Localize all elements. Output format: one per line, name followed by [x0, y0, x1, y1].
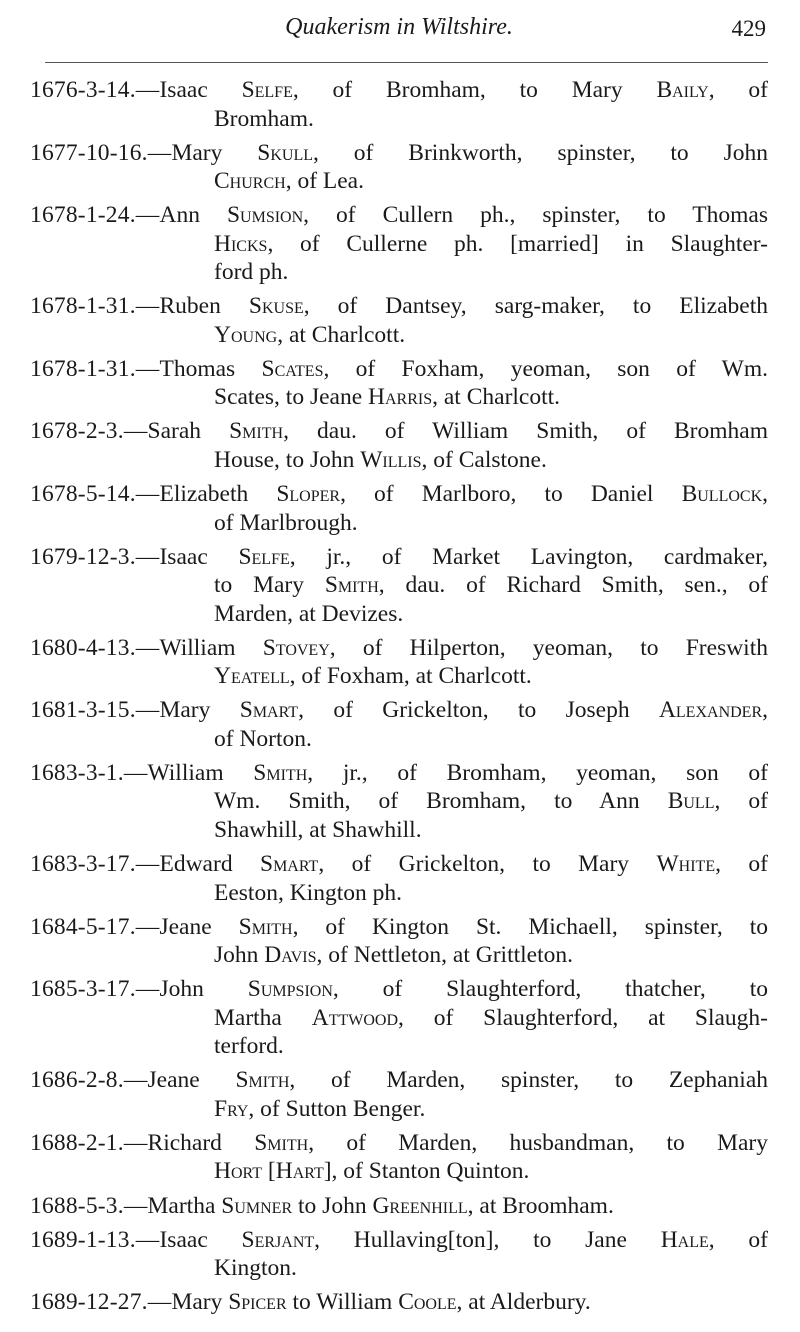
- marriage-entry: [30, 543, 768, 629]
- marriage-entry: [30, 1226, 768, 1283]
- marriage-entry: [30, 1129, 768, 1186]
- marriage-entry: [30, 975, 768, 1061]
- surname: Skuse: [248, 293, 304, 320]
- marriage-entry: [30, 201, 768, 287]
- surname: Willis: [360, 446, 422, 473]
- entry-text: , of Kington St. Michaell, spinster, to: [292, 913, 769, 940]
- entry-text: , of: [708, 77, 768, 103]
- entry-text: , of Cullern ph., spinster, to Thomas: [303, 202, 768, 229]
- entry-first-line: [30, 355, 768, 384]
- entry-text: Jeane: [147, 1067, 236, 1094]
- entry-text: ford ph.: [214, 259, 289, 286]
- surname: Harris: [368, 384, 433, 411]
- surname: Smith: [324, 572, 379, 599]
- entry-first-line: [30, 759, 768, 788]
- surname: Bull: [667, 788, 715, 815]
- entry-first-line: [30, 1129, 768, 1158]
- entry-text: Sarah: [147, 418, 230, 445]
- entry-text: John: [214, 942, 265, 969]
- entry-text: Mary: [171, 139, 258, 166]
- surname: Bullock: [681, 481, 763, 508]
- entry-continuation-line: [30, 509, 768, 538]
- entry-date: 1689-12-27.—: [30, 1289, 172, 1316]
- entry-first-line: [30, 1226, 768, 1255]
- entry-first-line: [30, 480, 768, 509]
- entry-text: John: [159, 976, 248, 1003]
- marriage-entry: [30, 292, 768, 349]
- entry-first-line: [30, 634, 768, 663]
- entry-text: Martha: [147, 1192, 222, 1219]
- surname: Attwood: [311, 1004, 399, 1031]
- entry-text: , jr., of Bromham, yeoman, son of: [307, 759, 768, 786]
- entry-text: of Marlbrough.: [214, 509, 358, 536]
- entry-date: 1678-1-31.—: [30, 293, 160, 320]
- entry-text: Scates, to Jeane: [214, 384, 369, 411]
- surname: Smith: [238, 913, 293, 940]
- entry-text: Kington.: [214, 1255, 297, 1282]
- entry-date: 1684-5-17.—: [30, 913, 160, 940]
- surname: Sumpsion: [247, 976, 333, 1003]
- entry-text: Mary: [171, 1289, 229, 1316]
- entry-text: , of: [715, 851, 768, 878]
- entry-continuation-line: [30, 787, 768, 816]
- entry-first-line: [30, 76, 768, 105]
- surname: Smith: [253, 759, 308, 786]
- entry-text: , of Marden, husbandman, to Mary: [308, 1129, 768, 1156]
- entry-text: , of Calstone.: [421, 446, 547, 473]
- marriage-entry: [30, 1288, 768, 1317]
- surname: Smith: [254, 1129, 309, 1156]
- entry-date: 1688-5-3.—: [30, 1192, 148, 1219]
- surname: Hale: [660, 1226, 709, 1253]
- entry-text: , of Dantsey, sarg-maker, to Elizabeth: [303, 293, 768, 320]
- marriage-entry: [30, 417, 768, 474]
- entry-text: [: [262, 1158, 276, 1185]
- marriage-entry: [30, 913, 768, 970]
- surname: Church: [214, 168, 286, 195]
- entry-continuation-line: [30, 941, 768, 970]
- entry-text: ], of Stanton Quinton.: [323, 1158, 530, 1185]
- entry-text: , of Slaughterford, at Slaugh-: [398, 1004, 768, 1031]
- marriage-entry: [30, 355, 768, 412]
- header-rule: [45, 62, 768, 63]
- entry-text: Eeston, Kington ph.: [214, 879, 402, 906]
- surname: Stovey: [262, 634, 330, 661]
- surname: Hart: [275, 1158, 324, 1185]
- surname: Serjant: [241, 1226, 315, 1253]
- entry-first-line: [30, 913, 768, 942]
- entry-text: Isaac: [159, 1226, 242, 1253]
- entry-text: terford.: [214, 1033, 284, 1060]
- entry-continuation-line: [30, 1157, 768, 1186]
- surname: Smart: [239, 697, 299, 724]
- surname: Smith: [229, 418, 284, 445]
- entry-date: 1689-1-13.—: [30, 1226, 160, 1253]
- entry-date: 1677-10-16.—: [30, 139, 172, 166]
- entry-text: Ann: [159, 202, 227, 229]
- entry-date: 1688-2-1.—: [30, 1129, 148, 1156]
- entry-text: Edward: [159, 851, 260, 878]
- marriage-entry: [30, 634, 768, 691]
- entry-text: William: [159, 634, 263, 661]
- surname: Alexander: [658, 697, 763, 724]
- entry-continuation-line: [30, 1004, 768, 1033]
- page-number: 429: [731, 16, 766, 41]
- marriage-entry: [30, 696, 768, 753]
- entry-date: 1678-1-24.—: [30, 202, 160, 229]
- entry-continuation-line: [30, 571, 768, 600]
- entry-first-line: [30, 1288, 768, 1317]
- entry-first-line: [30, 850, 768, 879]
- marriage-entry: [30, 1066, 768, 1123]
- entry-text: Richard: [147, 1129, 255, 1156]
- entry-text: Isaac: [159, 543, 239, 570]
- entry-text: , of Cullerne ph. [married] in Slaughter-: [267, 230, 768, 257]
- surname: Greenhill: [372, 1192, 468, 1219]
- entry-continuation-line: [30, 1032, 768, 1061]
- marriage-entry: [30, 850, 768, 907]
- entry-first-line: [30, 975, 768, 1004]
- entry-text: , of Foxham, at Charlcott.: [289, 663, 532, 690]
- entry-continuation-line: [30, 321, 768, 350]
- entry-text: , of Bromham, to Mary: [292, 77, 657, 103]
- surname: Sumner: [221, 1192, 293, 1219]
- entry-text: , of Slaughterford, thatcher, to: [332, 976, 768, 1003]
- entry-date: 1683-3-17.—: [30, 851, 160, 878]
- entry-first-line: [30, 1066, 768, 1095]
- entry-text: to Mary: [214, 572, 325, 599]
- marriage-entry: [30, 759, 768, 845]
- entry-continuation-line: [30, 105, 768, 134]
- surname: White: [656, 851, 716, 878]
- entry-continuation-line: [30, 600, 768, 629]
- entry-text: Mary: [159, 697, 240, 724]
- entry-continuation-line: [30, 383, 768, 412]
- surname: Sumsion: [226, 202, 304, 229]
- entry-continuation-line: [30, 230, 768, 259]
- entry-text: Jeane: [159, 913, 239, 940]
- running-title: Quakerism in Wiltshire.: [285, 14, 513, 40]
- surname: Smith: [235, 1067, 290, 1094]
- entry-continuation-line: [30, 258, 768, 287]
- entry-text: ,: [762, 481, 768, 508]
- entry-text: , at Charlcott.: [432, 384, 561, 411]
- entry-continuation-line: [30, 879, 768, 908]
- entry-text: Isaac: [159, 77, 242, 103]
- entry-first-line: [30, 201, 768, 230]
- entry-date: 1678-5-14.—: [30, 481, 160, 508]
- entry-text: , of Marden, spinster, to Zephaniah: [289, 1067, 769, 1094]
- entry-continuation-line: [30, 1095, 768, 1124]
- entry-text: , of Marlboro, to Daniel: [340, 481, 682, 508]
- surname: Smart: [260, 851, 319, 878]
- surname: Hicks: [214, 230, 268, 257]
- entry-continuation-line: [30, 446, 768, 475]
- entry-text: , of Grickelton, to Mary: [318, 851, 657, 878]
- entry-first-line: [30, 543, 768, 572]
- entry-text: , of Grickelton, to Joseph: [298, 697, 659, 724]
- entry-text: , dau. of William Smith, of Bromham: [283, 418, 768, 445]
- entry-text: , of Lea.: [285, 168, 364, 195]
- entry-text: ,: [762, 697, 768, 724]
- entry-date: 1683-3-1.—: [30, 759, 148, 786]
- marriage-entry: [30, 1192, 768, 1221]
- entry-text: of Norton.: [214, 725, 312, 752]
- entry-text: , jr., of Market Lavington, cardmaker,: [289, 543, 768, 570]
- entry-text: , of Brinkworth, spinster, to John: [313, 139, 768, 166]
- surname: Selfe: [241, 77, 293, 103]
- entry-continuation-line: [30, 816, 768, 845]
- entry-text: , of Hilperton, yeoman, to Freswith: [329, 634, 768, 661]
- entry-date: 1686-2-8.—: [30, 1067, 148, 1094]
- entry-date: 1676-3-14.—: [30, 77, 160, 103]
- surname: Young: [214, 321, 278, 348]
- surname: Sloper: [276, 481, 341, 508]
- entry-text: Elizabeth: [159, 481, 277, 508]
- entry-date: 1678-2-3.—: [30, 418, 148, 445]
- surname: Yeatell: [214, 663, 290, 690]
- entry-date: 1678-1-31.—: [30, 355, 160, 382]
- entry-first-line: [30, 696, 768, 725]
- marriage-entry: [30, 480, 768, 537]
- entry-text: Wm. Smith, of Bromham, to Ann: [214, 788, 668, 815]
- entry-continuation-line: [30, 662, 768, 691]
- entry-date: 1679-12-3.—: [30, 543, 160, 570]
- entry-text: William: [147, 759, 254, 786]
- entry-text: to William: [286, 1289, 399, 1316]
- entry-text: , dau. of Richard Smith, sen., of: [378, 572, 768, 599]
- surname: Davis: [264, 942, 317, 969]
- entry-continuation-line: [30, 167, 768, 196]
- entry-text: , of Sutton Benger.: [248, 1095, 426, 1122]
- entry-text: Thomas: [159, 355, 262, 382]
- entry-text: , of: [708, 1226, 769, 1253]
- entry-continuation-line: [30, 1254, 768, 1283]
- marriage-entries-list: [30, 76, 768, 1322]
- page-header: [30, 10, 768, 44]
- entry-text: , Hullaving[ton], to Jane: [314, 1226, 661, 1253]
- entry-text: Martha: [214, 1004, 312, 1031]
- entry-date: 1681-3-15.—: [30, 697, 160, 724]
- entry-first-line: [30, 1192, 768, 1221]
- surname: Spicer: [228, 1289, 287, 1316]
- entry-text: Marden, at Devizes.: [214, 600, 404, 627]
- surname: Hort: [214, 1158, 263, 1185]
- surname: Scates: [261, 355, 324, 382]
- entry-text: , at Charlcott.: [277, 321, 406, 348]
- entry-text: , of Foxham, yeoman, son of Wm.: [323, 355, 768, 382]
- entry-text: House, to John: [214, 446, 361, 473]
- entry-date: 1680-4-13.—: [30, 634, 160, 661]
- entry-continuation-line: [30, 725, 768, 754]
- entry-first-line: [30, 139, 768, 168]
- marriage-entry: [30, 139, 768, 196]
- entry-text: Ruben: [159, 293, 249, 320]
- entry-text: , at Alderbury.: [456, 1289, 591, 1316]
- surname: Fry: [214, 1095, 249, 1122]
- entry-first-line: [30, 292, 768, 321]
- entry-text: , of Nettleton, at Grittleton.: [316, 942, 574, 969]
- entry-text: to John: [292, 1192, 373, 1219]
- entry-text: , of: [714, 788, 768, 815]
- entry-text: Bromham.: [214, 105, 314, 132]
- surname: Baily: [656, 77, 709, 103]
- entry-text: , at Broomham.: [467, 1192, 614, 1219]
- entry-first-line: [30, 417, 768, 446]
- entry-date: 1685-3-17.—: [30, 976, 160, 1003]
- surname: Selfe: [238, 543, 290, 570]
- surname: Skull: [257, 139, 313, 166]
- marriage-entry: [30, 76, 768, 133]
- entry-text: Shawhill, at Shawhill.: [214, 816, 422, 843]
- surname: Coole: [398, 1289, 457, 1316]
